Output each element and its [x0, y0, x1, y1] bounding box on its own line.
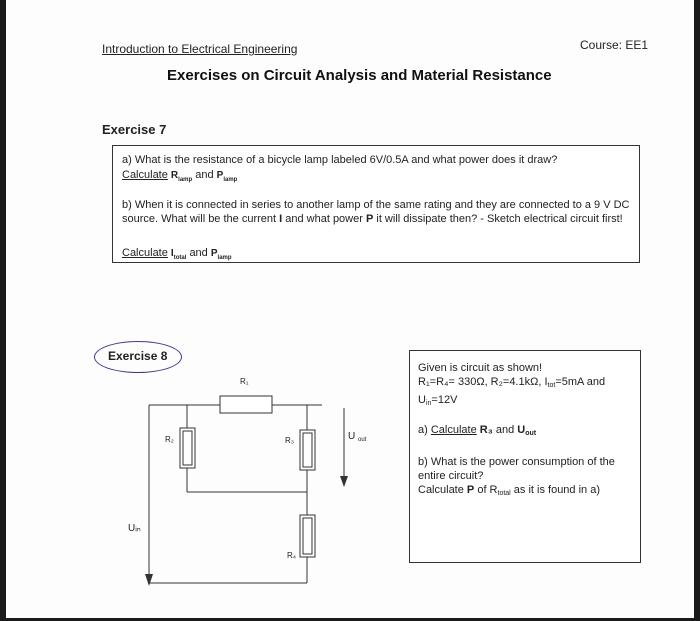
- label-uout: U: [348, 431, 356, 442]
- exercise-7-part-b: b) When it is connected in series to another lamp of the same rating and they are connected to a 9 V DC source. What will be the current I and what power P it will dissipate then? - Sketch electrical circuit first!: [122, 199, 630, 225]
- exercise-8-title: Exercise 8: [108, 349, 168, 363]
- symbol-p-lamp: $P_{lamp}$: [216, 170, 238, 183]
- calculate-label: Calculate: [122, 247, 168, 259]
- given-intro: Given is circuit as shown!: [418, 362, 543, 374]
- label-uin: Uᵢₙ: [128, 523, 141, 534]
- exercise-7-title: Exercise 7: [102, 122, 167, 137]
- course-name: Introduction to Electrical Engineering: [102, 42, 298, 56]
- symbol-r-lamp: $R_{lamp}$: [170, 170, 193, 183]
- uout-arrowhead: [340, 476, 348, 487]
- and-word: and: [189, 247, 208, 259]
- resistor-r3: [300, 430, 315, 470]
- label-r1: R₁: [240, 377, 249, 386]
- worksheet-page: [6, 0, 694, 618]
- label-uout-sub: out: [358, 437, 367, 443]
- symbol-i-total: $I_{total}$: [170, 248, 187, 261]
- given-values: R₁=R₄= 330Ω, R₂=4.1kΩ, Itot=5mA and Uin=12V: [418, 376, 606, 407]
- given-part-b: b) What is the power consumption of the entire circuit? Calculate P of Rtotal as it is found in a): [418, 456, 615, 497]
- given-part-a: a) Calculate R₃ and Uout: [418, 424, 537, 437]
- page-title: Exercises on Circuit Analysis and Material Resistance: [167, 67, 552, 84]
- uin-arrowhead: [145, 574, 153, 586]
- resistor-r4: [300, 515, 315, 557]
- label-r2: R₂: [165, 435, 174, 444]
- exercise-7-part-a: a) What is the resistance of a bicycle lamp labeled 6V/0.5A and what power does it draw?: [122, 154, 558, 166]
- calculate-label: Calculate: [122, 169, 168, 181]
- symbol-p-lamp: $P_{lamp}$: [210, 248, 232, 261]
- label-r4: R₄: [287, 551, 297, 560]
- course-code: Course: EE1: [580, 38, 649, 52]
- exercise-8-given-box: [409, 350, 641, 563]
- resistor-r1: [220, 396, 272, 413]
- resistor-r2: [180, 428, 195, 468]
- label-r3: R₃: [285, 436, 295, 445]
- and-word: and: [195, 169, 214, 181]
